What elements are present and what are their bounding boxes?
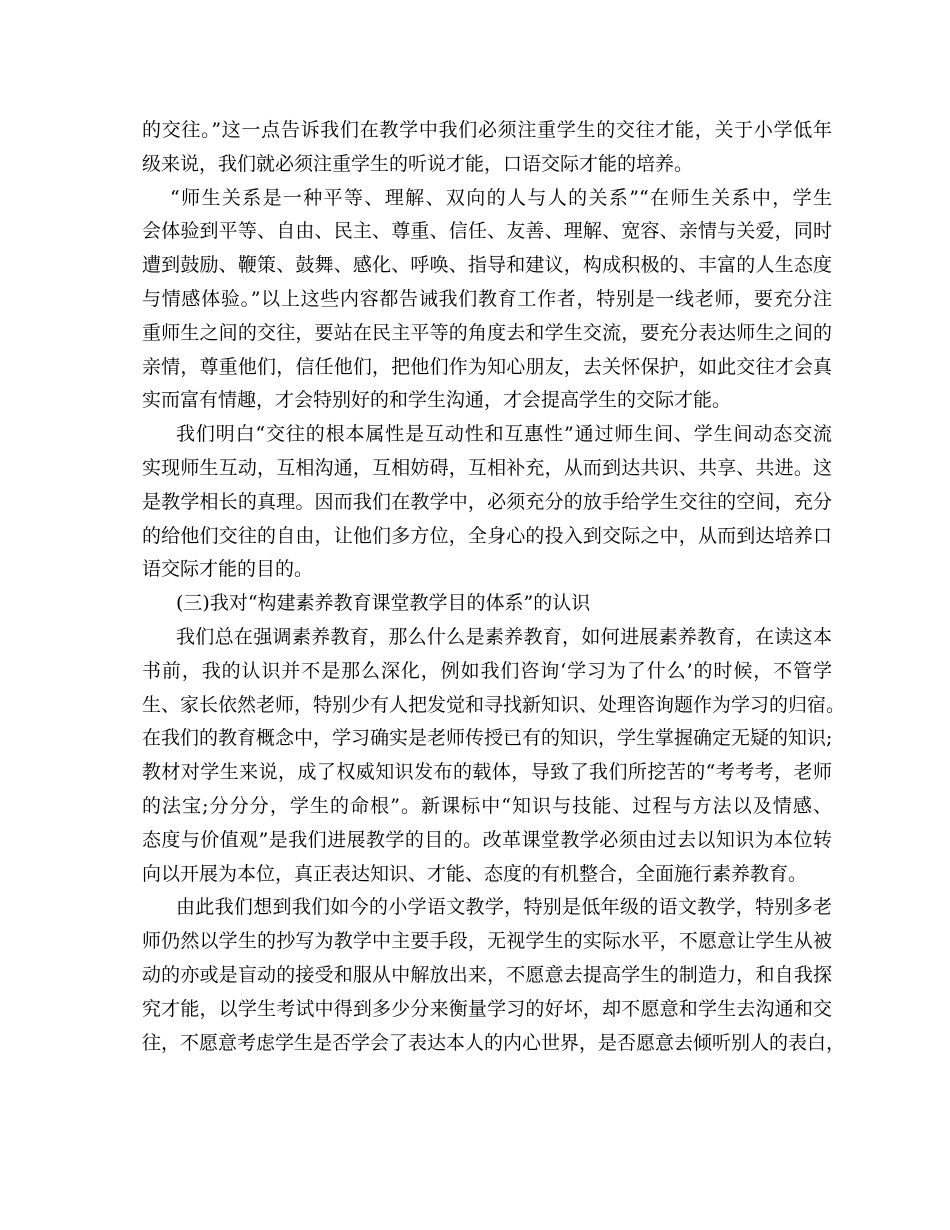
text-line: 重师生之间的交往，要站在民主平等的角度去和学生交流，要充分表达师生之间的	[142, 321, 832, 344]
text-line: 向以开展为本位，真正表达知识、才能、态度的有机整合，全面施行素养教育。	[142, 862, 808, 885]
text-line: 实现师生互动，互相沟通，互相妨碍，互相补充，从而到达共识、共享、共进。这	[142, 456, 832, 479]
text-line: 往，不愿意考虑学生是否学会了表达本人的内心世界，是否愿意去倾听别人的表白，	[142, 1031, 846, 1054]
text-line: 实而富有情趣，才会特别好的和学生沟通，才会提高学生的交际才能。	[142, 389, 732, 412]
text-line: 我们总在强调素养教育，那么什么是素养教育，如何进展素养教育，在读这本	[176, 625, 832, 648]
section-heading: (三)我对“构建素养教育课堂教学目的体系”的认识	[176, 592, 591, 615]
text-line: 师仍然以学生的抄写为教学中主要手段，无视学生的实际水平，不愿意让学生从被	[142, 930, 832, 953]
text-line: 的法宝;分分分，学生的命根”。新课标中“知识与技能、过程与方法以及情感、	[142, 794, 832, 817]
text-line: 教材对学生来说，成了权威知识发布的载体，导致了我们所挖苦的“考考考，老师	[142, 761, 832, 784]
text-line: “师生关系是一种平等、理解、双向的人与人的关系”“在师生关系中，学生	[170, 186, 832, 209]
text-line: 与情感体验。”以上这些内容都告诫我们教育工作者，特别是一线老师，要充分注	[142, 287, 832, 310]
text-line: 会体验到平等、自由、民主、尊重、信任、友善、理解、宽容、亲情与关爱，同时	[142, 220, 832, 243]
text-line: 态度与价值观”是我们进展教学的目的。改革课堂教学必须由过去以知识为本位转	[142, 828, 832, 851]
text-line: 遭到鼓励、鞭策、鼓舞、感化、呼唤、指导和建议，构成积极的、丰富的人生态度	[142, 254, 832, 277]
text-line: 由此我们想到我们如今的小学语文教学，特别是低年级的语文教学，特别多老	[176, 896, 832, 919]
text-line: 语交际才能的目的。	[142, 558, 314, 581]
text-line: 级来说，我们就必须注重学生的听说才能，口语交际才能的培养。	[142, 152, 694, 175]
text-line: 在我们的教育概念中，学习确实是老师传授已有的知识，学生掌握确定无疑的知识;	[142, 727, 833, 750]
text-line: 亲情，尊重他们，信任他们，把他们作为知心朋友，去关怀保护，如此交往才会真	[142, 355, 832, 378]
text-line: 的交往。”这一点告诉我们在教学中我们必须注重学生的交往才能，关于小学低年	[142, 119, 832, 141]
text-line: 生、家长依然老师，特别少有人把发觉和寻找新知识、处理咨询题作为学习的归宿。	[142, 693, 846, 716]
text-line: 是教学相长的真理。因而我们在教学中，必须充分的放手给学生交往的空间，充分	[142, 490, 832, 513]
text-line: 我们明白“交往的根本属性是互动性和互惠性”通过师生间、学生间动态交流	[176, 423, 832, 446]
text-line: 的给他们交往的自由，让他们多方位，全身心的投入到交际之中，从而到达培养口	[142, 524, 832, 547]
text-line: 究才能，以学生考试中得到多少分来衡量学习的好坏，却不愿意和学生去沟通和交	[142, 997, 832, 1020]
text-line: 书前，我的认识并不是那么深化，例如我们咨询‘学习为了什么’的时候，不管学	[142, 659, 832, 682]
body-text	[142, 114, 846, 1060]
text-line: 动的亦或是盲动的接受和服从中解放出来，不愿意去提高学生的制造力，和自我探	[142, 963, 832, 986]
